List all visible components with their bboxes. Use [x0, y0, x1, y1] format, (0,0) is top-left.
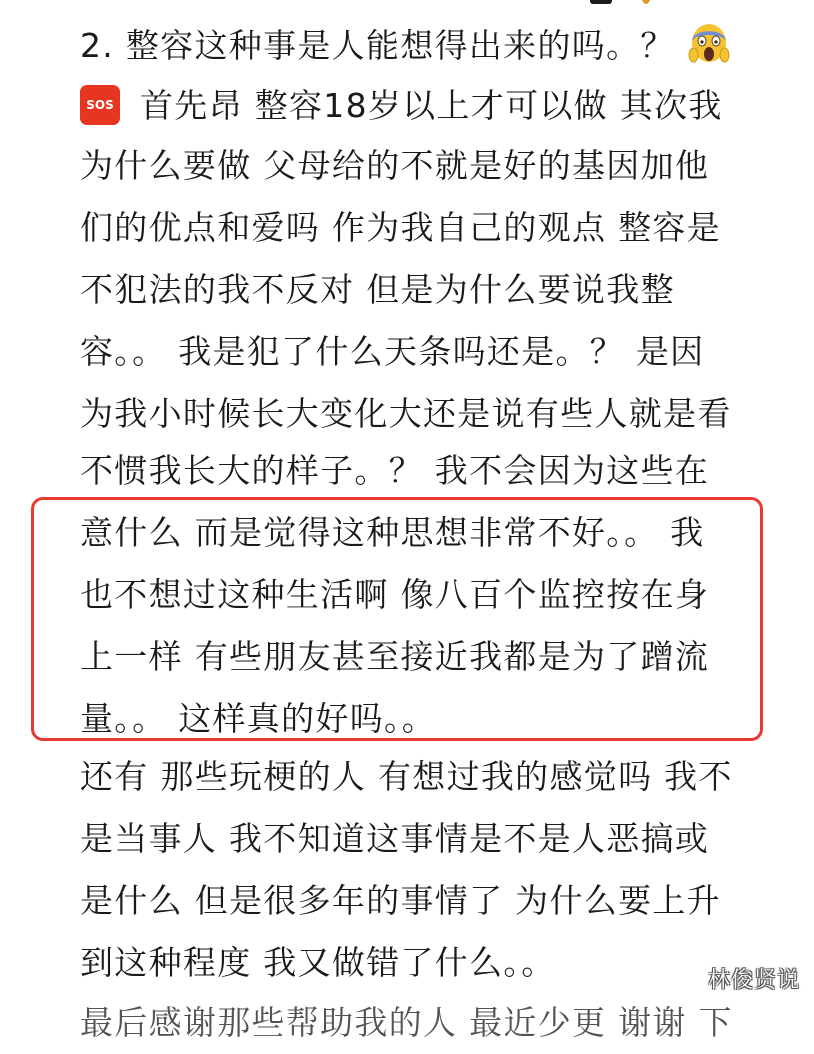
screaming-face-icon — [689, 23, 729, 67]
line-text: 最后感谢那些帮助我的人 最近少更 谢谢 下 — [80, 1003, 733, 1042]
text-line: 是什么 但是很多年的事情了 为什么要上升 — [80, 881, 721, 920]
text-line: 到这种程度 我又做错了什么。。 — [80, 943, 556, 982]
sos-icon: SOS — [80, 85, 120, 125]
truncated-text-line — [80, 994, 733, 1042]
text-line: 不惯我长大的样子。？ 我不会因为这些在 — [80, 451, 710, 490]
text-line: 为我小时候长大变化大还是说有些人就是看 — [80, 394, 732, 433]
text-line: 上一样 有些朋友甚至接近我都是为了蹭流 — [80, 637, 710, 676]
previous-line-fragment — [0, 0, 814, 8]
text-line: 也不想过这种生活啊 像八百个监控按在身 — [80, 575, 710, 614]
line-text: 首先昂 整容18岁以上才可以做 其次我 — [140, 86, 723, 125]
line-text: 2. 整容这种事是人能想得出来的吗。？ — [80, 26, 675, 65]
text-line: 量。。 这样真的好吗。。 — [80, 699, 437, 738]
text-line: 容。。 我是犯了什么天条吗还是。？ 是因 — [80, 332, 705, 371]
text-line: 不犯法的我不反对 但是为什么要说我整 — [80, 270, 675, 309]
text-line: 意什么 而是觉得这种思想非常不好。。 我 — [80, 513, 705, 552]
text-line — [80, 15, 729, 77]
text-line: 们的优点和爱吗 作为我自己的观点 整容是 — [80, 208, 721, 247]
highlight-box — [31, 497, 763, 741]
text-line: 为什么要做 父母给的不就是好的基因加他 — [80, 146, 710, 185]
watermark: 林俊贤说 — [707, 968, 800, 993]
text-line: 是当事人 我不知道这事情是不是人恶搞或 — [80, 819, 710, 858]
text-line — [80, 75, 723, 137]
text-line: 还有 那些玩梗的人 有想过我的感觉吗 我不 — [80, 757, 733, 796]
